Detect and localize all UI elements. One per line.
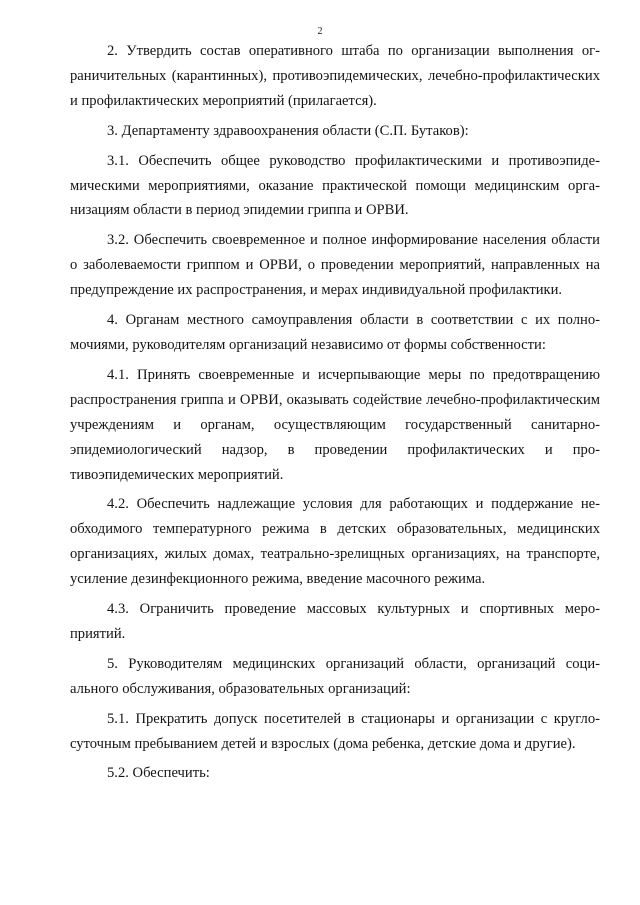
paragraph-4-1: 4.1. Принять своевременные и исчерпывающие меры по предотвращению распространения гриппа и ОРВИ, оказывать содействие лечебно-профилактическим учреждениям и органам, осуществляющим государственный санитарно-эпидемиологический надзор, в проведении профилактических и противоэпидемических мероприятий. <box>70 366 600 483</box>
paragraph-4-2: 4.2. Обеспечить надлежащие условия для работающих и поддержание необходимого температурного режима в детских образовательных, медицинских организациях, жилых домах, театрально-зрелищных организациях, на транспорте, усиление дезинфекционного режима, введение масочного режима. <box>70 496 600 588</box>
paragraph-5-2: 5.2. Обеспечить: <box>107 765 210 782</box>
paragraph-3-1: 3.1. Обеспечить общее руководство профилактическими и противоэпидемическими мероприятиями, оказание практической помощи медицинским организациям области в период эпидемии гриппа и ОРВИ. <box>70 152 600 219</box>
paragraph-4-3: 4.3. Ограничить проведение массовых культурных и спортивных мероприятий. <box>70 601 600 642</box>
paragraph-4: 4. Органам местного самоуправления области в соответствии с их полномочиями, руководителям организаций независимо от формы собственности: <box>70 312 600 353</box>
paragraph-5-1: 5.1. Прекратить допуск посетителей в стационары и организации с круглосуточным пребыванием детей и взрослых (дома ребенка, детские дома и другие). <box>70 710 600 752</box>
document-body <box>70 39 600 791</box>
page-number: 2 <box>317 26 323 37</box>
paragraph-3-2: 3.2. Обеспечить своевременное и полное информирование населения области о заболеваемости гриппом и ОРВИ, о проведении мероприятий, направленных на предупреждение их распространения, и мерах индивидуальной профилактики. <box>70 232 600 299</box>
paragraph-2: 2. Утвердить состав оперативного штаба по организации выполнения ограничительных (карантинных), противоэпидемических, лечебно-профилактических и профилактических мероприятий (прилагается). <box>70 43 600 109</box>
paragraph-5: 5. Руководителям медицинских организаций области, организаций социального обслуживания, образовательных организаций: <box>70 655 600 697</box>
paragraph-3: 3. Департаменту здравоохранения области (С.П. Бутаков): <box>107 122 469 139</box>
